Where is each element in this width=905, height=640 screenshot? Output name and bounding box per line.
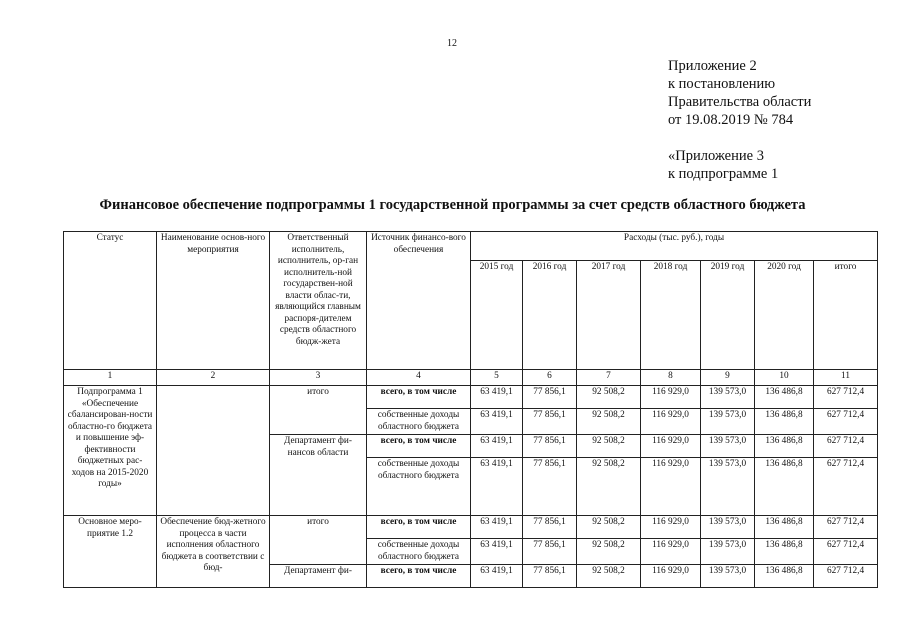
executor-cell: итого bbox=[270, 386, 367, 435]
value-cell: 63 419,1 bbox=[471, 409, 523, 435]
source-cell: собственные доходы областного бюджета bbox=[367, 539, 471, 565]
measure-name-cell: Обеспечение бюд-жетного процесса в части исполнения областного бюджета в соответствии с бюд- bbox=[157, 516, 270, 588]
value-cell: 139 573,0 bbox=[701, 516, 755, 539]
value-cell: 77 856,1 bbox=[523, 539, 577, 565]
column-number: 4 bbox=[367, 370, 471, 386]
header-year: 2016 год bbox=[523, 261, 577, 370]
value-cell: 77 856,1 bbox=[523, 458, 577, 516]
header-year: 2017 год bbox=[577, 261, 641, 370]
value-cell: 77 856,1 bbox=[523, 386, 577, 409]
value-cell: 77 856,1 bbox=[523, 409, 577, 435]
value-cell: 92 508,2 bbox=[577, 458, 641, 516]
source-cell: всего, в том числе bbox=[367, 516, 471, 539]
page-number: 12 bbox=[447, 38, 457, 49]
header-executor: Ответственный исполнитель, исполнитель, ор-ган исполнитель-ной государствен-ной власти облас-ти, являющийся главным распоря-дителем средств областного бюдж-жета bbox=[270, 232, 367, 370]
measure-name-cell bbox=[157, 386, 270, 516]
value-cell: 627 712,4 bbox=[814, 565, 878, 588]
appendix-line: к подпрограмме 1 bbox=[668, 166, 779, 182]
value-cell: 63 419,1 bbox=[471, 516, 523, 539]
value-cell: 77 856,1 bbox=[523, 565, 577, 588]
column-number: 7 bbox=[577, 370, 641, 386]
value-cell: 627 712,4 bbox=[814, 386, 878, 409]
value-cell: 139 573,0 bbox=[701, 565, 755, 588]
source-cell: всего, в том числе bbox=[367, 565, 471, 588]
appendix-block bbox=[668, 57, 811, 183]
header-source: Источник финансо-вого обеспечения bbox=[367, 232, 471, 370]
status-cell: Подпрограмма 1 «Обеспечение сбалансирован-ности областно-го бюджета и повышение эф-фективности бюджетных рас-ходов на 2015-2020 годы» bbox=[64, 386, 157, 516]
value-cell: 77 856,1 bbox=[523, 516, 577, 539]
value-cell: 136 486,8 bbox=[755, 409, 814, 435]
value-cell: 627 712,4 bbox=[814, 458, 878, 516]
value-cell: 92 508,2 bbox=[577, 386, 641, 409]
column-number: 9 bbox=[701, 370, 755, 386]
column-number: 8 bbox=[641, 370, 701, 386]
value-cell: 116 929,0 bbox=[641, 435, 701, 458]
header-row bbox=[64, 232, 878, 261]
source-cell: собственные доходы областного бюджета bbox=[367, 458, 471, 516]
document-title: Финансовое обеспечение подпрограммы 1 государственной программы за счет средств областного бюджета bbox=[99, 197, 806, 213]
value-cell: 63 419,1 bbox=[471, 435, 523, 458]
column-number: 3 bbox=[270, 370, 367, 386]
status-cell: Основное меро-приятие 1.2 bbox=[64, 516, 157, 588]
column-number: 11 bbox=[814, 370, 878, 386]
header-year: 2019 год bbox=[701, 261, 755, 370]
header-year: 2015 год bbox=[471, 261, 523, 370]
executor-cell: итого bbox=[270, 516, 367, 565]
column-number: 1 bbox=[64, 370, 157, 386]
column-number: 5 bbox=[471, 370, 523, 386]
header-total: итого bbox=[814, 261, 878, 370]
column-number: 6 bbox=[523, 370, 577, 386]
value-cell: 627 712,4 bbox=[814, 409, 878, 435]
value-cell: 92 508,2 bbox=[577, 409, 641, 435]
source-cell: собственные доходы областного бюджета bbox=[367, 409, 471, 435]
value-cell: 92 508,2 bbox=[577, 435, 641, 458]
value-cell: 627 712,4 bbox=[814, 516, 878, 539]
appendix-line: к постановлению bbox=[668, 76, 776, 92]
value-cell: 63 419,1 bbox=[471, 539, 523, 565]
value-cell: 136 486,8 bbox=[755, 539, 814, 565]
header-name: Наименование основ-ного мероприятия bbox=[157, 232, 270, 370]
appendix-line: «Приложение 3 bbox=[668, 148, 764, 164]
value-cell: 116 929,0 bbox=[641, 565, 701, 588]
value-cell: 116 929,0 bbox=[641, 458, 701, 516]
value-cell: 136 486,8 bbox=[755, 516, 814, 539]
table-row bbox=[64, 516, 878, 539]
header-year: 2020 год bbox=[755, 261, 814, 370]
value-cell: 116 929,0 bbox=[641, 539, 701, 565]
appendix-line: Правительства области bbox=[668, 94, 812, 110]
executor-cell: Департамент фи- bbox=[270, 565, 367, 588]
value-cell: 136 486,8 bbox=[755, 458, 814, 516]
column-number: 10 bbox=[755, 370, 814, 386]
value-cell: 92 508,2 bbox=[577, 539, 641, 565]
column-numbers-row bbox=[64, 370, 878, 386]
source-cell: всего, в том числе bbox=[367, 386, 471, 409]
value-cell: 139 573,0 bbox=[701, 435, 755, 458]
header-expenses: Расходы (тыс. руб.), годы bbox=[471, 232, 878, 261]
source-cell: всего, в том числе bbox=[367, 435, 471, 458]
financing-table bbox=[63, 231, 878, 588]
table-row bbox=[64, 386, 878, 409]
value-cell: 116 929,0 bbox=[641, 516, 701, 539]
value-cell: 116 929,0 bbox=[641, 386, 701, 409]
value-cell: 139 573,0 bbox=[701, 539, 755, 565]
value-cell: 77 856,1 bbox=[523, 435, 577, 458]
appendix-line: Приложение 2 bbox=[668, 58, 757, 74]
value-cell: 627 712,4 bbox=[814, 435, 878, 458]
value-cell: 92 508,2 bbox=[577, 565, 641, 588]
header-year: 2018 год bbox=[641, 261, 701, 370]
value-cell: 139 573,0 bbox=[701, 409, 755, 435]
value-cell: 139 573,0 bbox=[701, 458, 755, 516]
header-status: Статус bbox=[64, 232, 157, 370]
value-cell: 627 712,4 bbox=[814, 539, 878, 565]
executor-cell: Департамент фи-нансов области bbox=[270, 435, 367, 516]
value-cell: 136 486,8 bbox=[755, 565, 814, 588]
appendix-line: от 19.08.2019 № 784 bbox=[668, 112, 794, 128]
column-number: 2 bbox=[157, 370, 270, 386]
value-cell: 136 486,8 bbox=[755, 435, 814, 458]
value-cell: 63 419,1 bbox=[471, 565, 523, 588]
value-cell: 116 929,0 bbox=[641, 409, 701, 435]
value-cell: 63 419,1 bbox=[471, 386, 523, 409]
value-cell: 136 486,8 bbox=[755, 386, 814, 409]
value-cell: 63 419,1 bbox=[471, 458, 523, 516]
value-cell: 139 573,0 bbox=[701, 386, 755, 409]
value-cell: 92 508,2 bbox=[577, 516, 641, 539]
